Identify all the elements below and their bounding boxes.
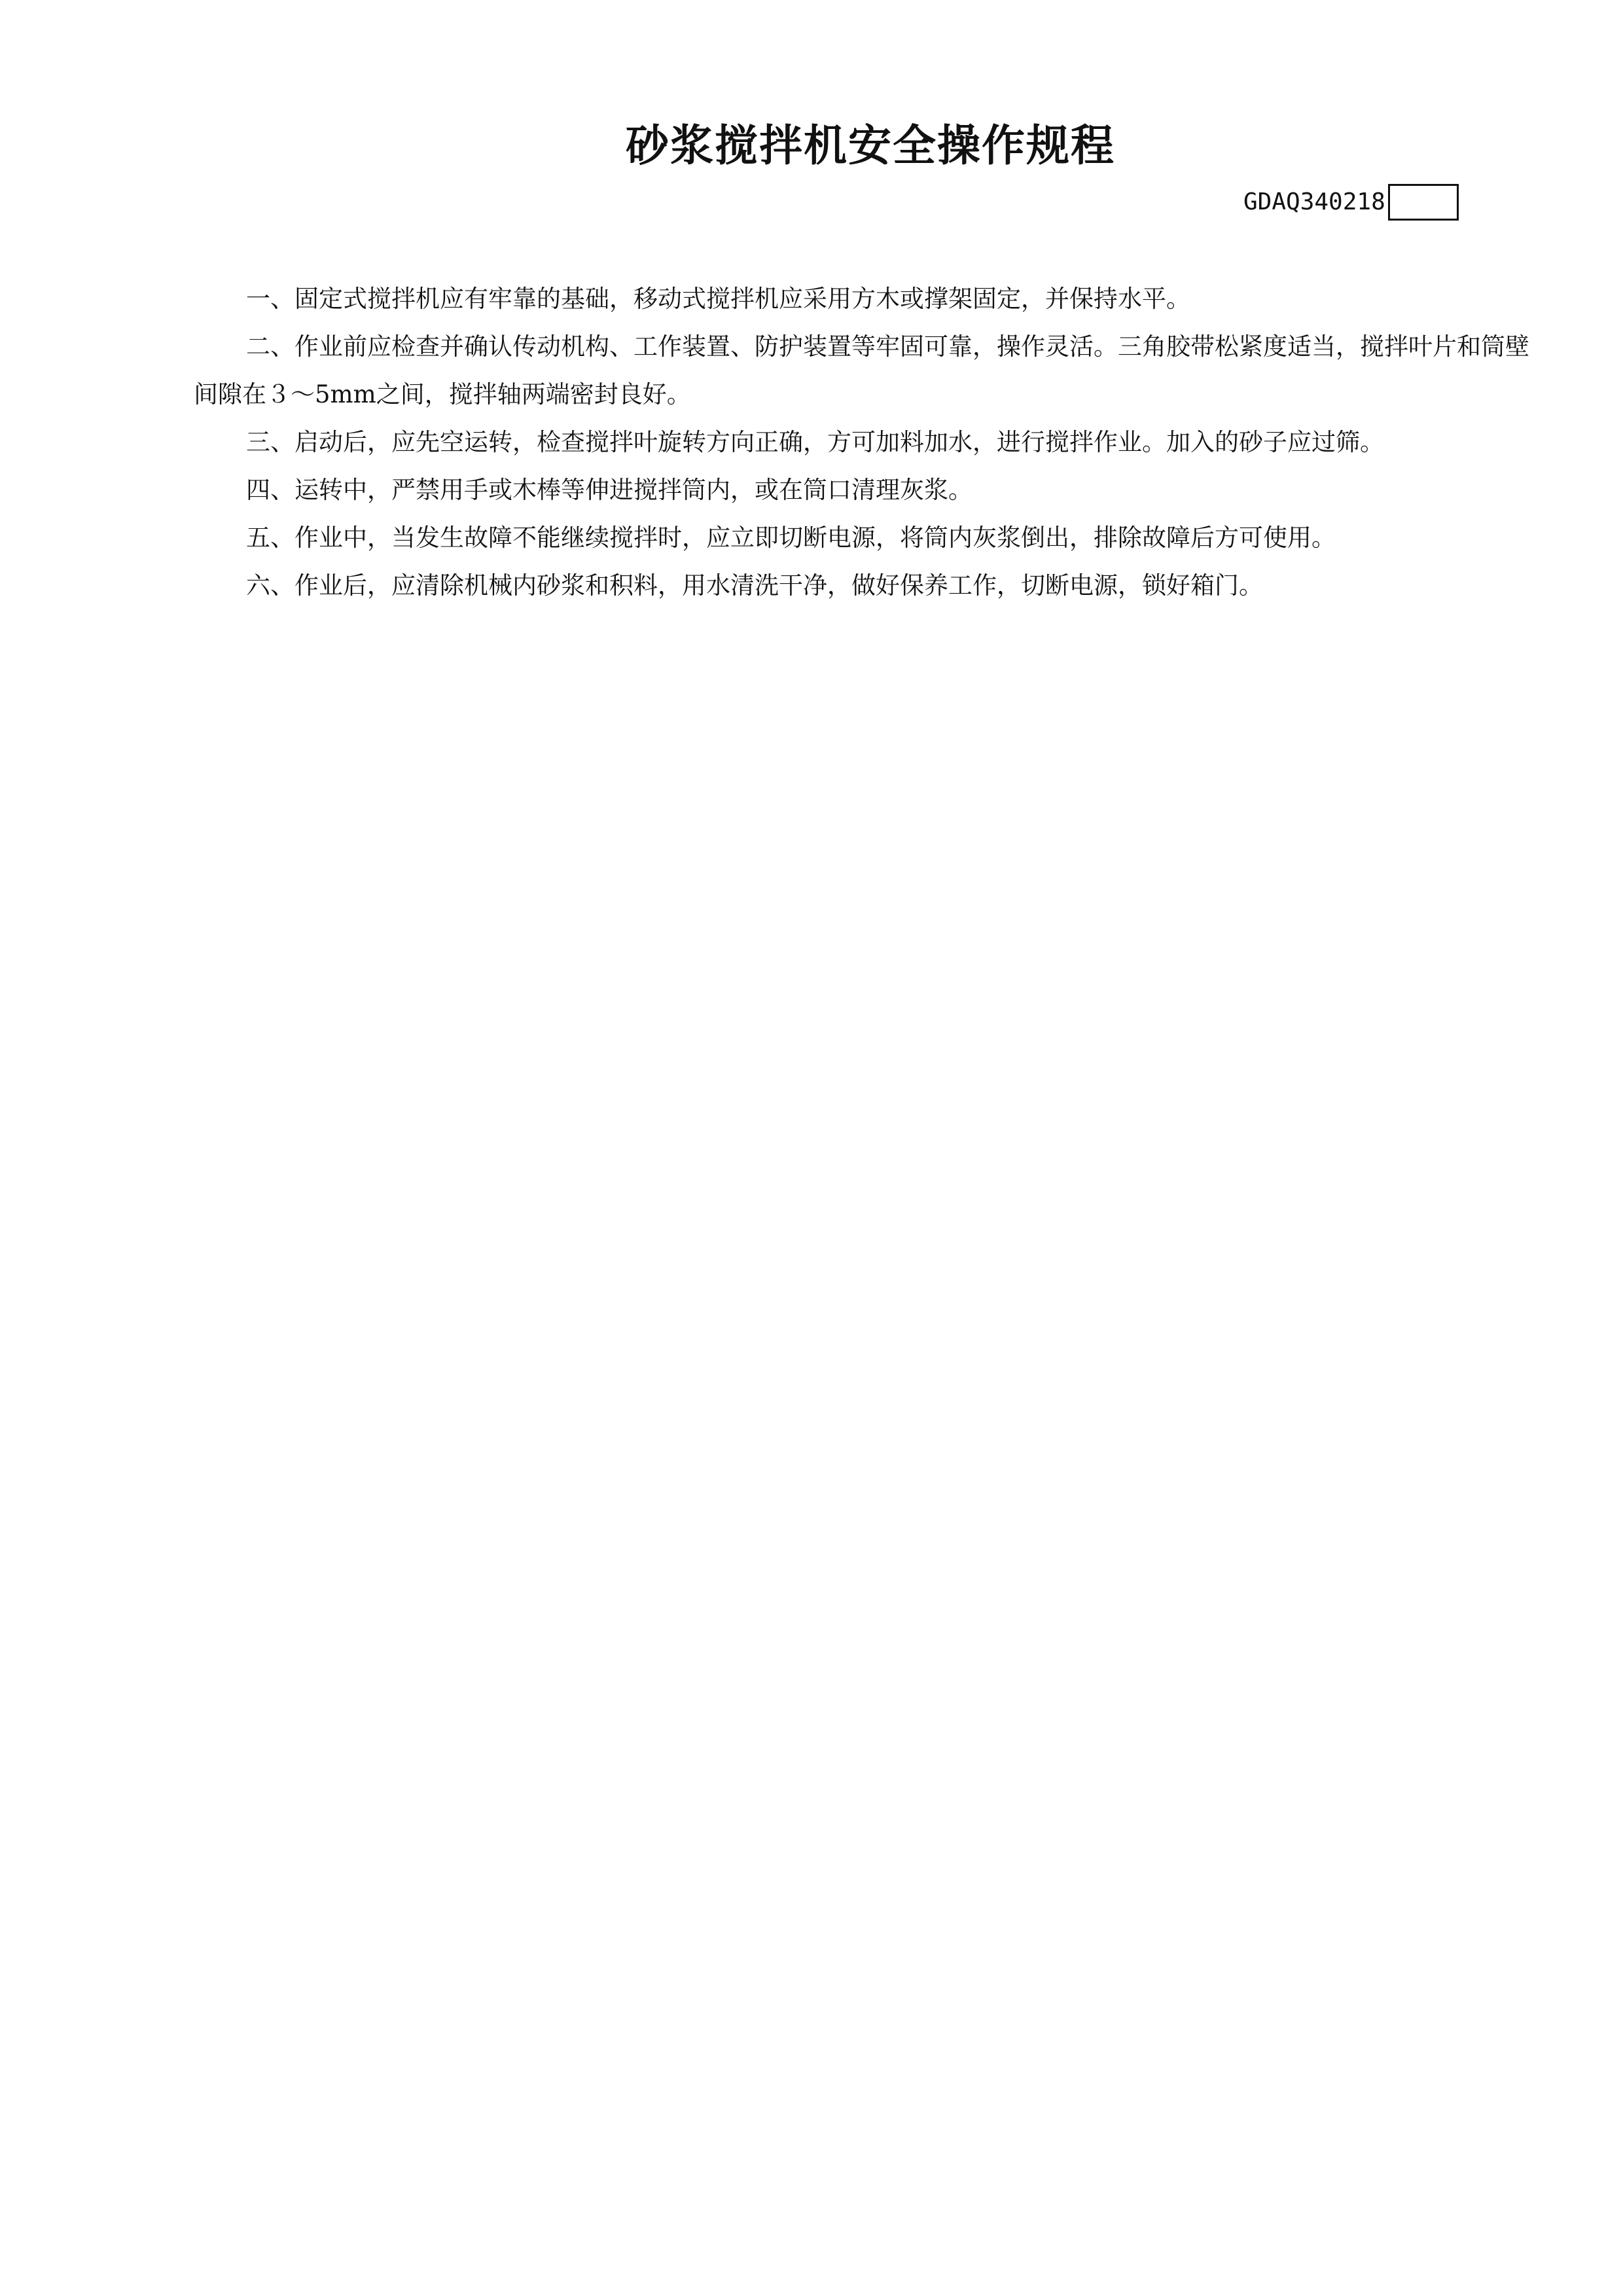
title-container	[615, 117, 1126, 175]
document-code: GDAQ340218	[1243, 188, 1385, 215]
document-code-box	[1388, 184, 1459, 221]
rule-item-2: 二、作业前应检查并确认传动机构、工作装置、防护装置等牢固可靠，操作灵活。三角胶带松紧度适当，搅拌叶片和筒壁间隙在３～5mm之间，搅拌轴两端密封良好。	[194, 332, 1529, 408]
document-code-row	[1243, 182, 1459, 223]
rules-list	[194, 275, 1542, 609]
page-title: 砂浆搅拌机安全操作规程	[626, 120, 1115, 171]
rule-item-5: 五、作业中，当发生故障不能继续搅拌时，应立即切断电源，将筒内灰浆倒出，排除故障后方可使用。	[246, 524, 1336, 552]
rule-item-6: 六、作业后，应清除机械内砂浆和积料，用水清洗干净，做好保养工作，切断电源，锁好箱门。	[246, 571, 1263, 600]
rule-item-3: 三、启动后，应先空运转，检查搅拌叶旋转方向正确，方可加料加水，进行搅拌作业。加入的砂子应过筛。	[246, 428, 1384, 456]
rule-item-4: 四、运转中，严禁用手或木棒等伸进搅拌筒内，或在筒口清理灰浆。	[246, 476, 972, 504]
rule-item-1: 一、固定式搅拌机应有牢靠的基础，移动式搅拌机应采用方木或撑架固定，并保持水平。	[246, 285, 1190, 313]
